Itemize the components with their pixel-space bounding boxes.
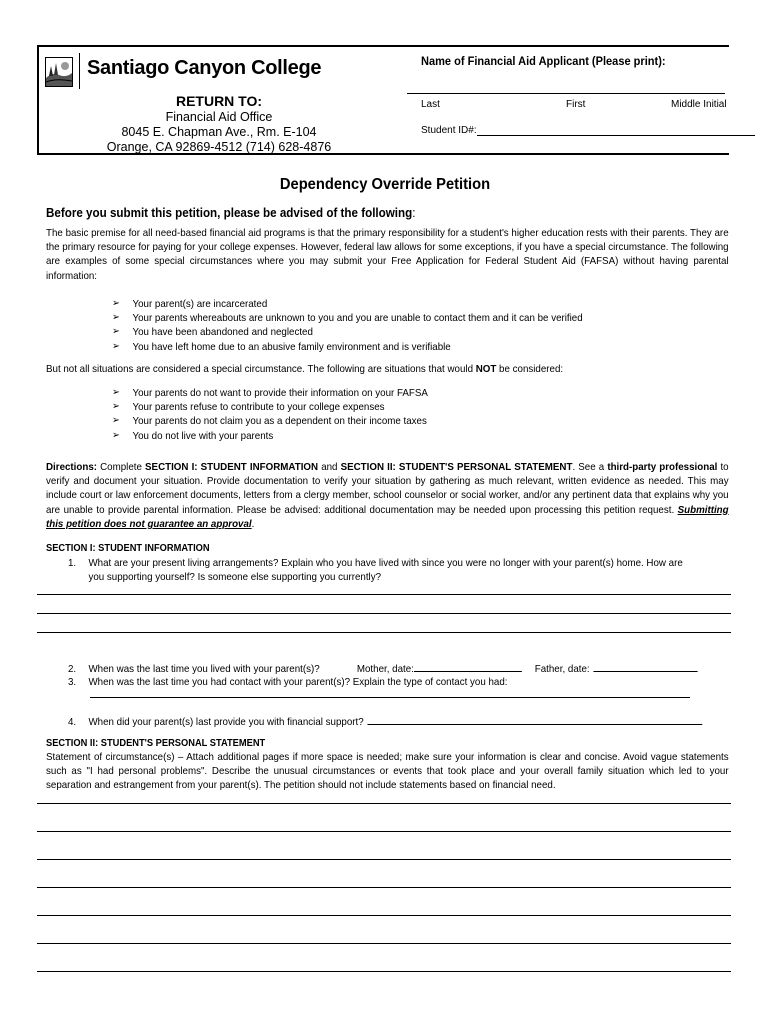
list-item: ➢ You have left home due to an abusive family environment and is verifiable (112, 340, 451, 353)
arrow-bullet-icon: ➢ (112, 401, 120, 413)
college-name: Santiago Canyon College (87, 57, 322, 79)
question-4 (68, 715, 702, 728)
premise-paragraph: The basic premise for all need-based financial aid programs is that the primary responsibility for a student's higher education rests with their parents. They are the primary resource for paying for your college expenses. However, federal law allows for some exceptions, if you have a special circumstance. The following are examples of some special circumstances where you may submit your Free Application for Federal Student Aid (FAFSA) without having parental information: (46, 227, 729, 282)
father-date-field[interactable] (593, 662, 697, 672)
directions-paragraph: Directions: Complete SECTION I: STUDENT INFORMATION and SECTION II: STUDENT'S PERSONAL STATEMENT. See a third-party professional to verify and document your situation. Provide documentation to verify your situation by gathering as much relevant, written evidence as needed. This may include court or law enforcement documents, letters from a clergy member, school counselor or social worker, and/or any pertinent data that explains why you are unable to provide parental information. Please be advised: additional documentation may be needed upon processing this petition request. Submitting this petition does not guarantee an approval. (46, 461, 729, 530)
list-item: ➢ Your parents do not want to provide their information on your FAFSA (112, 387, 428, 399)
logo-divider (79, 53, 80, 89)
statement-line[interactable] (37, 859, 731, 860)
arrow-bullet-icon: ➢ (112, 298, 120, 309)
office-city-phone: Orange, CA 92869-4512 (714) 628-4876 (106, 140, 332, 154)
section1-heading: SECTION I: STUDENT INFORMATION (46, 543, 210, 554)
list-item: ➢ Your parents refuse to contribute to your college expenses (112, 401, 385, 414)
student-id-field[interactable] (477, 135, 755, 136)
first-name-label: First (566, 99, 586, 110)
question-number: 3. (68, 676, 77, 688)
mother-date-label: Mother, date: (356, 663, 414, 675)
statement-line[interactable] (37, 943, 731, 944)
question-2 (68, 662, 697, 675)
question-number: 4. (68, 716, 77, 728)
arrow-bullet-icon: ➢ (112, 415, 120, 427)
question-text: When did your parent(s) last provide you with financial support? (88, 716, 364, 728)
arrow-bullet-icon: ➢ (112, 387, 120, 398)
page-title: Dependency Override Petition (279, 176, 491, 193)
college-logo-icon (45, 57, 73, 87)
statement-line[interactable] (37, 831, 731, 832)
question-text: When was the last time you had contact with your parent(s)? Explain the type of contact you had: (88, 676, 508, 688)
question-3 (68, 676, 507, 688)
question-number: 2. (68, 663, 77, 675)
question-number: 1. (68, 557, 77, 569)
question-1 (68, 556, 738, 584)
office-address: 8045 E. Chapman Ave., Rm. E-104 (121, 125, 317, 139)
arrow-bullet-icon: ➢ (112, 312, 120, 324)
approval-disclaimer: Submitting this petition does not guarantee an approval (46, 503, 729, 530)
arrow-bullet-icon: ➢ (112, 429, 120, 441)
question-text: When was the last time you lived with your parent(s)? (88, 663, 320, 675)
list-item: ➢ Your parents whereabouts are unknown to you and you are unable to contact them and it can be verified (112, 312, 583, 325)
q1-answer-line[interactable] (37, 632, 731, 633)
statement-line[interactable] (37, 915, 731, 916)
q1-answer-line[interactable] (37, 594, 731, 595)
not-considered-list (112, 386, 428, 443)
header-box (37, 45, 729, 155)
last-name-label: Last (421, 99, 440, 110)
q4-answer-field[interactable] (367, 715, 702, 725)
father-date-label: Father, date: (534, 663, 590, 675)
middle-initial-label: Middle Initial (671, 99, 727, 110)
mother-date-field[interactable] (414, 662, 522, 672)
applicant-panel (399, 47, 729, 153)
eligible-circumstances-list (112, 297, 583, 354)
advisory-heading-colon: : (412, 206, 416, 220)
not-considered-statement: But not all situations are considered a special circumstance. The following are situations that would NOT be considered: (46, 363, 564, 375)
arrow-bullet-icon: ➢ (112, 340, 120, 352)
list-item: ➢ You have been abandoned and neglected (112, 326, 313, 339)
statement-line[interactable] (37, 803, 731, 804)
applicant-name-field[interactable] (407, 93, 725, 94)
return-to-label: RETURN TO: (175, 93, 263, 109)
section2-heading: SECTION II: STUDENT'S PERSONAL STATEMENT (46, 738, 266, 749)
applicant-name-label: Name of Financial Aid Applicant (Please print): (421, 54, 666, 68)
advisory-heading (46, 206, 415, 220)
list-item: ➢ You do not live with your parents (112, 429, 274, 442)
directions-label: Directions: (46, 461, 98, 473)
statement-instructions: Statement of circumstance(s) – Attach additional pages if more space is needed; make sure your information is clear and concise. Avoid vague statements such as "I had personal problems". Describe the unusual circumstances or events that took place and your overall family situation which led to your separation and estrangement from your parent(s). The petition should not include statements based on financial need. (46, 751, 729, 792)
statement-line[interactable] (37, 971, 731, 972)
statement-line[interactable] (37, 887, 731, 888)
q1-answer-line[interactable] (37, 613, 731, 614)
list-item: ➢ Your parent(s) are incarcerated (112, 298, 268, 310)
list-item: ➢ Your parents do not claim you as a dependent on their income taxes (112, 415, 427, 428)
q3-answer-line[interactable] (90, 697, 690, 698)
student-id-label: Student ID#: (421, 125, 477, 136)
question-text: What are your present living arrangements? Explain who you have lived with since you were no longer with your parent(s) home. How are you supporting yourself? Is someone else supporting you currently? (88, 557, 683, 584)
arrow-bullet-icon: ➢ (112, 326, 120, 338)
return-address-panel (39, 47, 399, 153)
office-name: Financial Aid Office (165, 110, 273, 124)
advisory-heading-text: Before you submit this petition, please be advised of the following (46, 206, 413, 220)
